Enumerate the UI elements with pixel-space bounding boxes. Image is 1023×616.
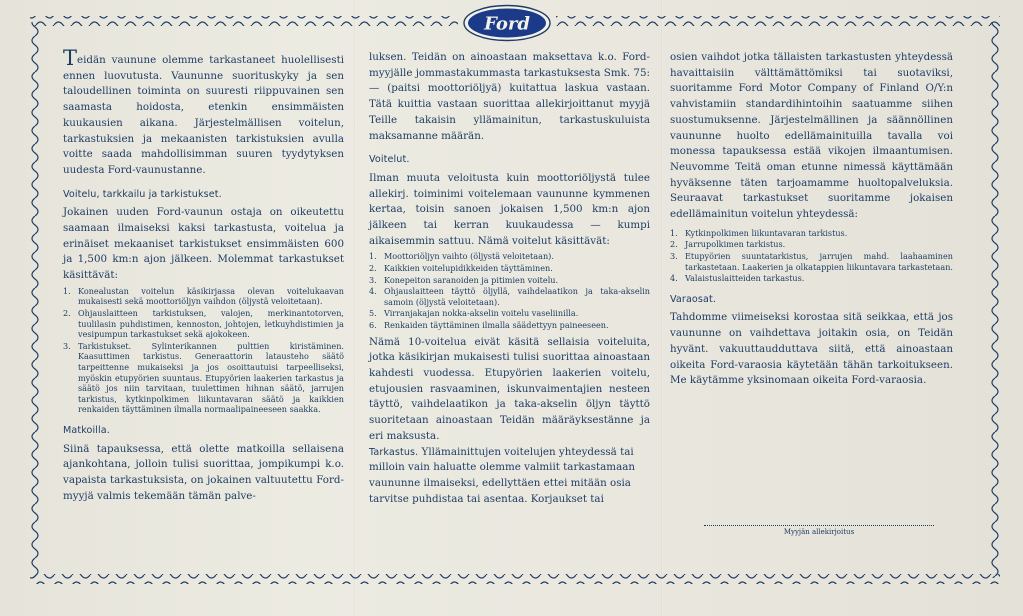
paragraph: Jokainen uuden Ford-vaunun ostaja on oikeutettu saamaan ilmaiseksi kaksi tarkastusta, voitelua ja erinäiset mekaaniset tarkistukset ensimmäisten 600 ja 1,500 km:n ajon jälkeen. Molemmat tarkastukset käsittävät: [63, 206, 344, 282]
heading-lubrications: Voitelut. [369, 154, 410, 166]
paragraph: luksen. Teidän on ainoastaan maksettava k.o. Ford-myyjälle jommastakummasta tarkastuksesta Smk. 75: — (paitsi moottoriöljyä) kuitattua laskua vastaan. Tätä kuittia vastaan suorittaa allekirjoittanut myyjä Teille takaisin yllämainitun, tarkastuskuluista maksamanne määrän. [369, 51, 650, 142]
paragraph: Nämä 10-voitelua eivät käsitä sellaisia voiteluita, jotka käsikirjan mukaisesti tulisi suorittaa ainoastaan kahdesti vuodessa. Etupyörien laakerien voitelu, etujousien rasvaaminen, iskunvaimentajien nesteen täyttö, vaihdelaatikon ja taka-akselin öljyn täyttö suoritetaan ainoastaan Teidän määräyksestänne ja eri maksusta. [369, 335, 650, 442]
list-item: 3. Konepeiton saranoiden ja pitimien voitelu. [369, 274, 559, 285]
paragraph: Siinä tapauksessa, että olette matkoilla sellaisena ajankohtana, jolloin tulisi suorittaa, jompikumpi k.o. vapaista tarkastuksista, on jokainen valtuutettu Ford-myyjä valmis tekemään tämän palve- [63, 442, 344, 502]
heading-travel: Matkoilla. [63, 424, 110, 436]
list-item: 1. Kytkinpolkimen liikuntavaran tarkistus. [670, 227, 848, 238]
list-item: 4. Valaistuslaitteiden tarkastus. [670, 273, 805, 284]
heading-spare-parts: Varaosat. [670, 293, 716, 305]
drop-cap: T [63, 46, 78, 70]
heading-inspection: Tarkastus. [369, 446, 419, 458]
signature-line: Myyjän allekirjoitus [704, 525, 934, 536]
list-item: 2. Ohjauslaitteen tarkistuksen, valojen, merkinantotorven, tuulilasin puhdistimen, kennoston, johtojen, letkuyhdistimien ja vesipumpun tarkastukset sekä ajokokeen. [63, 308, 344, 340]
list-item: 3. Tarkistukset. Sylinterikannen pulttien kiristäminen. Kaasuttimen tarkistus. Generaattorin latausteho säätö tarpeittenne mukaiseksi ja jos osoittautuisi tarpeelliseksi, myöskin etupyörien suuntaus. Etupyörien laakerien tarkastus ja säätö jos niin tarvitaan, tuulettimen hihnan säätö, jarrujen tarkistus, kytkinpolkimen liikuntavaran säätö ja kaikkien renkaiden täyttäminen ilmalla normaalipaineeseen saakka. [63, 340, 344, 415]
svg-text:Ford: Ford [484, 13, 530, 35]
list-item: 4. Ohjauslaitteen täyttö öljyllä, vaihdelaatikon ja taka-akselin samoin (öljystä veloitetaan). [369, 286, 650, 307]
intro-paragraph [63, 46, 344, 179]
column-middle [369, 50, 650, 507]
paragraph: Ilman muuta veloitusta kuin moottoriöljystä tulee allekirj. toiminimi voitelemaan vaununne kymmenen kertaa, toisin sanoen jokaisen 1,500 km:n ajon jälkeen tai kerran kuukaudessa — kumpi aikaisemmin sattuu. Nämä voitelut käsittävät: [369, 171, 650, 247]
list-item: 5. Virranjakajan nokka-akselin voitelu vaseliinilla. [369, 308, 579, 319]
column-left [63, 46, 344, 504]
list-item: 1. Moottoriöljyn vaihto (öljystä veloitetaan). [369, 251, 554, 262]
lubrication-list [369, 251, 650, 330]
list-item: 1. Konealustan voitelun käsikirjassa olevan voitelukaavan mukaisesti sekä moottoriöljyn vaihdon (öljystä veloitetaan). [63, 285, 344, 307]
list-item: 2. Jarrupolkimen tarkistus. [670, 239, 786, 250]
heading-lubrication: Voitelu, tarkkailu ja tarkistukset. [63, 188, 222, 200]
paragraph: Tahdomme viimeiseksi korostaa sitä seikkaa, että jos vaununne on vaihdettava joitakin osia, on Teidän hyvänt. vakuuttaudduttava siitä, että ainoastaan oikeita Ford-varaosia käytetään tähän tarkoitukseen. Me käytämme yksinomaan oikeita Ford-varaosia. [670, 311, 953, 387]
list-item: 2. Kaikkien voitelupidikkeiden täyttäminen. [369, 263, 553, 274]
list-item: 3. Etupyörien suuntatarkistus, jarrujen mahd. laahaaminen tarkastetaan. Laakerien ja olkatappien liikuntavara tarkastetaan. [670, 250, 953, 272]
list-item: 6. Renkaiden täyttäminen ilmalla säädettyyn paineeseen. [369, 320, 609, 330]
ford-logo [462, 4, 552, 42]
paragraph: osien vaihdot jotka tällaisten tarkastusten yhteydessä havaittaisiin välttämättömiksi tai suotaviksi, suoritamme Ford Motor Company of Finland O/Y:n vahvistamiin standardihintoihin saatuamme siihen suostumuksenne. Järjestelmällinen ja säännöllinen vaununne huolto edellämainituilla tavalla voi monessa tapauksessa estää vikojen ilmaantumisen. Neuvomme Teitä oman etunne nimessä käyttämään hyväksenne täten tarjoamamme huoltopalveluksia. Seuraavat tarkastukset suoritamme jokaisen edellämainitun voitelun yhteydessä: [670, 51, 953, 221]
column-right [670, 50, 953, 389]
intro-text: eidän vaunune olemme tarkastaneet huolellisesti ennen luovutusta. Vaununne suorituskyky ja sen taloudellinen toiminta on suuresti riippuvainen sen saamasta hoidosta, etenkin ensimmäisten kuukausien aikana. Järjestelmällisen voitelun, tarkastuksien ja mekaanisten tarkistuksien avulla voitte saada mahdollisimman suuren tyydytyksen uudesta Ford-vaunustanne. [63, 54, 344, 176]
paragraph: Yllämainittujen voitelujen yhteydessä tai milloin vain haluatte olemme valmiit tarkastamaan vaununne ilmaiseksi, edellyttäen ettei mitään osia tarvitse puhdistaa tai asentaa. Korjaukset tai [369, 445, 635, 505]
inspection-list [63, 286, 344, 415]
check-list [670, 228, 953, 284]
